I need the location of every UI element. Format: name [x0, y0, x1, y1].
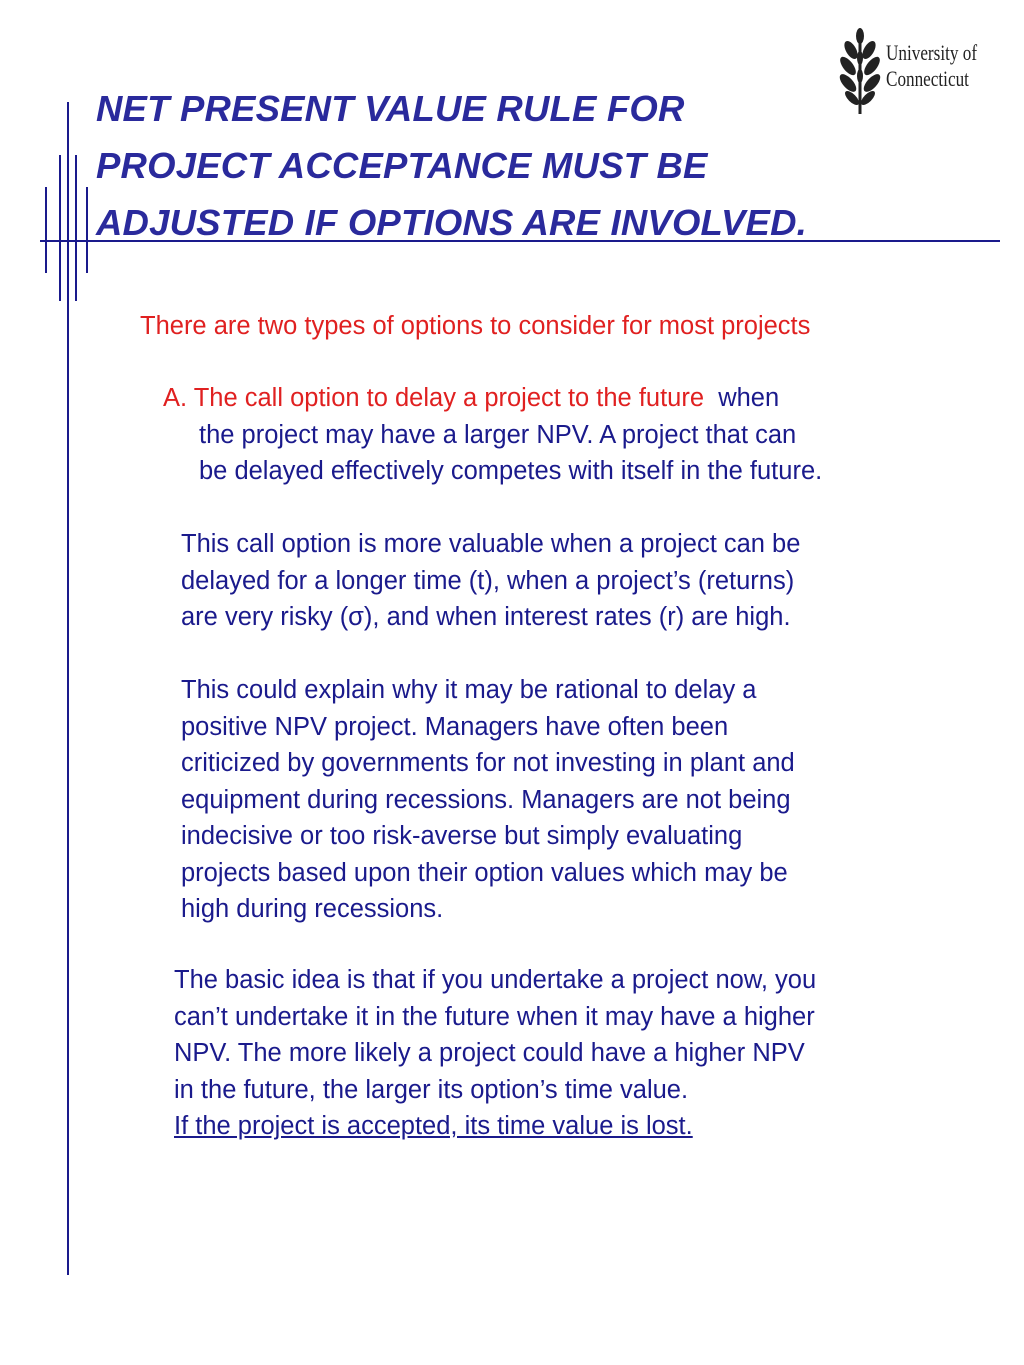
option-a — [163, 380, 822, 490]
basic-line-4: in the future, the larger its option’s time value. — [174, 1075, 689, 1104]
value-line-2: delayed for a longer time (t), when a project’s (returns) — [181, 566, 795, 595]
explain-line-1: This could explain why it may be rational to delay a — [181, 676, 757, 704]
basic-underlined-text: If the project is accepted, its time value is lost. — [174, 1112, 693, 1140]
decor-vline-2 — [59, 155, 61, 301]
value-line-1: This call option is more valuable when a project can be — [181, 530, 801, 558]
basic-line-3: NPV. The more likely a project could have a higher NPV — [174, 1039, 805, 1067]
option-a-line-1 — [163, 380, 822, 417]
explain-line-4: equipment during recessions. Managers are not being — [181, 785, 791, 814]
explain-paragraph — [181, 672, 795, 928]
explain-line-2: positive NPV project. Managers have often been — [181, 712, 729, 741]
university-logo — [836, 28, 1006, 118]
title-line-3: ADJUSTED IF OPTIONS ARE INVOLVED. — [96, 202, 808, 243]
option-a-line-1-rest: when — [718, 384, 780, 412]
value-line-3: are very risky (σ), and when interest rates (r) are high. — [181, 603, 791, 631]
basic-line-2: can’t undertake it in the future when it may have a higher — [174, 1002, 815, 1031]
option-a-marker: A. — [163, 384, 188, 412]
explain-line-6: projects based upon their option values which may be — [181, 858, 788, 887]
title-line-1: NET PRESENT VALUE RULE FOR — [96, 88, 685, 129]
decor-vline-3 — [75, 155, 77, 301]
decor-vline-4 — [86, 187, 88, 273]
explain-line-3: criticized by governments for not investing in plant and — [181, 749, 795, 777]
value-paragraph — [181, 526, 800, 636]
logo-line-2: Connecticut — [886, 66, 969, 91]
basic-line-1: The basic idea is that if you undertake a project now, you — [174, 966, 817, 994]
title-line-2: PROJECT ACCEPTANCE MUST BE — [96, 145, 708, 186]
oak-leaf-icon — [836, 28, 884, 116]
option-a-line-3: be delayed effectively competes with itself in the future. — [199, 457, 823, 485]
intro-text: There are two types of options to consider for most projects — [140, 312, 811, 340]
logo-wordmark — [886, 40, 977, 92]
explain-line-5: indecisive or too risk-averse but simply evaluating — [181, 822, 743, 850]
decor-vline-main — [67, 102, 69, 1275]
basic-underlined-line — [174, 1108, 816, 1145]
explain-line-7: high during recessions. — [181, 895, 444, 923]
logo-line-1: University of — [886, 40, 978, 65]
slide-title — [96, 80, 816, 251]
option-a-line-2: the project may have a larger NPV. A project that can — [199, 420, 797, 449]
basic-idea-paragraph — [174, 962, 816, 1145]
decor-vline-1 — [45, 187, 47, 273]
option-a-lead: The call option to delay a project to the future — [193, 384, 705, 412]
